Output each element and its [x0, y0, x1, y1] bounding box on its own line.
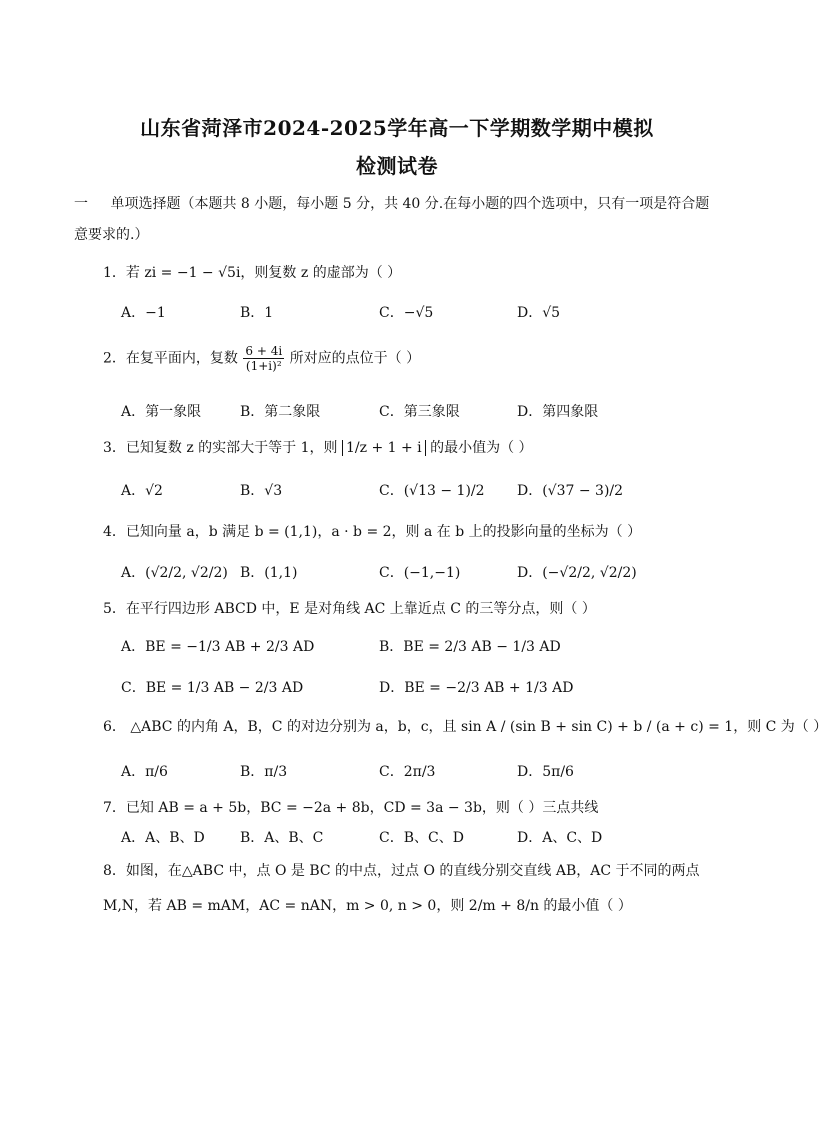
q7-option-d: D．A、C、D: [517, 830, 603, 846]
question-7: 7．已知 AB = a + 5b，BC = −2a + 8b，CD = 3a − 3b，则（ ）三点共线: [103, 800, 599, 816]
q4-option-b: B．(1,1): [240, 565, 298, 581]
question-3-post: 的最小值为（ ）: [430, 440, 533, 456]
q5-option-c: C．BE = 1/3 AB − 2/3 AD: [121, 680, 304, 696]
abs-expression: 1/z + 1 + i: [342, 440, 426, 456]
question-8-line-1: 8．如图，在△ABC 中，点 O 是 BC 的中点，过点 O 的直线分别交直线 AB，AC 于不同的两点: [103, 863, 700, 879]
question-2-fraction: [243, 344, 284, 373]
question-1-text: 1．若 zi = −1 − √5i，则复数 z 的虚部为（ ）: [103, 265, 402, 281]
question-2-pre: 2．在复平面内，复数: [103, 350, 238, 367]
q7-option-a: A．A、B、D: [121, 830, 205, 846]
question-3-pre: 3．已知复数 z 的实部大于等于 1，则: [103, 440, 338, 456]
q4-option-c: C．(−1,−1): [379, 565, 461, 581]
fraction-denominator: (1+i)²: [245, 359, 282, 373]
section-number: 一: [74, 196, 88, 212]
q6-option-b: B．π/3: [240, 764, 288, 780]
section-header: [74, 193, 709, 213]
q1-option-a: A．−1: [121, 305, 166, 321]
q2-option-c: C．第三象限: [379, 404, 460, 420]
q2-option-a: A．第一象限: [121, 404, 202, 420]
q5-option-d: D．BE = −2/3 AB + 1/3 AD: [379, 680, 574, 696]
q6-option-d: D．5π/6: [517, 764, 574, 780]
q2-option-b: B．第二象限: [240, 404, 321, 420]
q5-option-a: A．BE = −1/3 AB + 2/3 AD: [121, 639, 315, 655]
question-3: [103, 437, 533, 457]
q3-option-c: C．(√13 − 1)/2: [379, 483, 485, 499]
question-6: 6． △ABC 的内角 A，B，C 的对边分别为 a，b，c，且 sin A / (sin B + sin C) + b / (a + c) = 1，则 C 为（ ）: [103, 719, 827, 735]
question-1: [103, 262, 401, 282]
q6-option-a: A．π/6: [121, 764, 168, 780]
title-line-1: 山东省菏泽市2024-2025学年高一下学期数学期中模拟: [140, 116, 654, 140]
q4-option-d: D．(−√2/2, √2/2): [517, 565, 637, 581]
q1-option-c: C．−√5: [379, 305, 434, 321]
title-line-2: 检测试卷: [356, 154, 438, 178]
question-2-post: 所对应的点位于（ ）: [289, 350, 421, 367]
fraction-numerator: 6 + 4i: [245, 344, 283, 358]
q2-option-d: D．第四象限: [517, 404, 599, 420]
q7-option-c: C．B、C、D: [379, 830, 464, 846]
section-text-2: 意要求的.）: [74, 227, 149, 243]
q1-option-d: D．√5: [517, 305, 561, 321]
question-5: 5．在平行四边形 ABCD 中，E 是对角线 AC 上靠近点 C 的三等分点，则（ ）: [103, 601, 596, 617]
question-4: 4．已知向量 a，b 满足 b = (1,1)，a · b = 2，则 a 在 b 上的投影向量的坐标为（ ）: [103, 524, 642, 540]
q7-option-b: B．A、B、C: [240, 830, 324, 846]
section-text-1: 单项选择题（本题共 8 小题，每小题 5 分，共 40 分.在每小题的四个选项中，只有一项是符合题: [110, 196, 710, 212]
question-6-post: = 1，则 C 为（ ）: [708, 719, 827, 735]
q1-option-b: B．1: [240, 305, 274, 321]
q3-option-d: D．(√37 − 3)/2: [517, 483, 624, 499]
question-6-fraction-2: b / (a + c): [633, 719, 704, 735]
question-2: [103, 344, 420, 373]
q6-option-c: C．2π/3: [379, 764, 436, 780]
question-6-fraction-1: sin A / (sin B + sin C): [461, 719, 613, 735]
q5-option-b: B．BE = 2/3 AB − 1/3 AD: [379, 639, 561, 655]
q3-option-b: B．√3: [240, 483, 283, 499]
question-6-pre: 6． △ABC 的内角 A，B，C 的对边分别为 a，b，c，且: [103, 719, 457, 735]
question-8-line-2: M,N，若 AB = mAM，AC = nAN，m > 0, n > 0，则 2/m + 8/n 的最小值（ ）: [103, 898, 632, 914]
q4-option-a: A．(√2/2, √2/2): [121, 565, 228, 581]
q3-option-a: A．√2: [121, 483, 163, 499]
